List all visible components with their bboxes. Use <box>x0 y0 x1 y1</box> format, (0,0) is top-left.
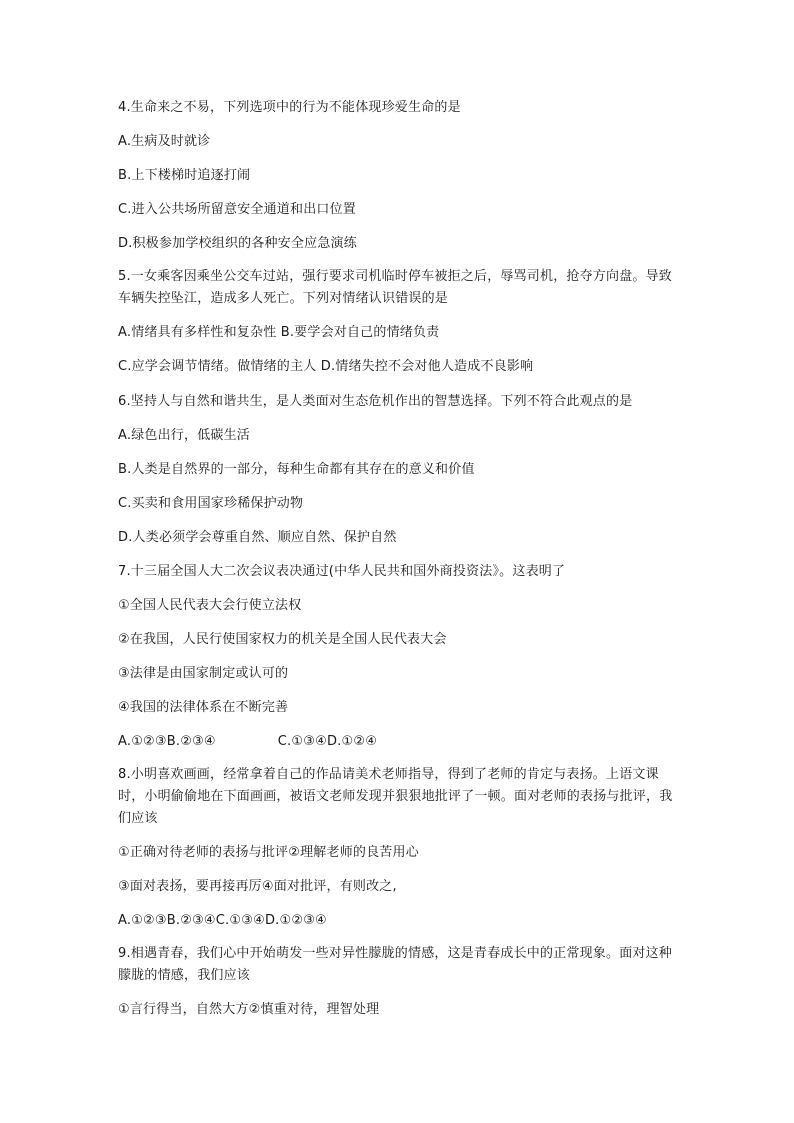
q8-stem: 8.小明喜欢画画，经常拿着自己的作品请美术老师指导，得到了老师的肯定与表扬。上语文课时，小明偷偷地在下面画画，被语文老师发现并狠狠地批评了一顿。面对老师的表扬与批评，我们应该 <box>118 767 673 826</box>
q5-stem: 5.一女乘客因乘坐公交车过站，强行要求司机临时停车被拒之后，辱骂司机，抢夺方向盘。导致车辆失控坠江，造成多人死亡。下列对情绪认识错误的是 <box>118 269 673 306</box>
q5-options-ab: A.情绪具有多样性和复杂性 B.要学会对自己的情绪负责 <box>118 325 440 340</box>
q7-options-right: C.①③④D.①②④ <box>277 734 378 749</box>
q8-statement-1: ①正确对待老师的表扬与批评②理解老师的良苦用心 <box>118 845 419 860</box>
q6-stem: 6.坚持人与自然和谐共生，是人类面对生态危机作出的智慧选择。下列不符合此观点的是 <box>118 394 633 409</box>
q7-stem: 7.十三届全国人大二次会议表决通过(中华人民共和国外商投资法》。这表明了 <box>118 564 566 579</box>
q4-option-b: B.上下楼梯时追逐打闹 <box>118 168 251 183</box>
q7-options <box>118 733 678 751</box>
q9-statement-1: ①言行得当，自然大方②慎重对待，理智处理 <box>118 1002 380 1017</box>
q4-option-a: A.生病及时就诊 <box>118 134 211 149</box>
q7-statement-3: ③法律是由国家制定或认可的 <box>118 666 289 681</box>
q7-statement-2: ②在我国，人民行使国家权力的机关是全国人民代表大会 <box>118 632 447 647</box>
q8-statement-2: ③面对表扬，要再接再厉④面对批评，有则改之, <box>118 879 397 894</box>
q6-option-a: A.绿色出行，低碳生活 <box>118 428 250 443</box>
q7-statement-4: ④我国的法律体系在不断完善 <box>118 700 289 715</box>
q7-statement-1: ①全国人民代表大会行使立法权 <box>118 598 302 613</box>
q8-options: A.①②③B.②③④C.①③④D.①②③④ <box>118 913 327 928</box>
q4-option-c: C.进入公共场所留意安全通道和出口位置 <box>118 202 357 217</box>
q6-option-b: B.人类是自然界的一部分，每种生命都有其存在的意义和价值 <box>118 462 475 477</box>
q5-options-cd: C.应学会调节情绪。做情绪的主人 D.情绪失控不会对他人造成不良影响 <box>118 359 534 374</box>
q6-option-c: C.买卖和食用国家珍稀保护动物 <box>118 496 304 511</box>
q9-stem: 9.相遇青春，我们心中开始萌发一些对异性朦胧的情感，这是青春成长中的正常现象。面对这种朦胧的情感，我们应该 <box>118 946 673 983</box>
q4-option-d: D.积极参加学校组织的各种安全应急演练 <box>118 236 357 251</box>
q6-option-d: D.人类必须学会尊重自然、顺应自然、保护自然 <box>118 530 397 545</box>
q4-stem: 4.生命来之不易，下列选项中的行为不能体现珍爱生命的是 <box>118 100 461 115</box>
q7-options-left: A.①②③B.②③④ <box>118 734 216 749</box>
